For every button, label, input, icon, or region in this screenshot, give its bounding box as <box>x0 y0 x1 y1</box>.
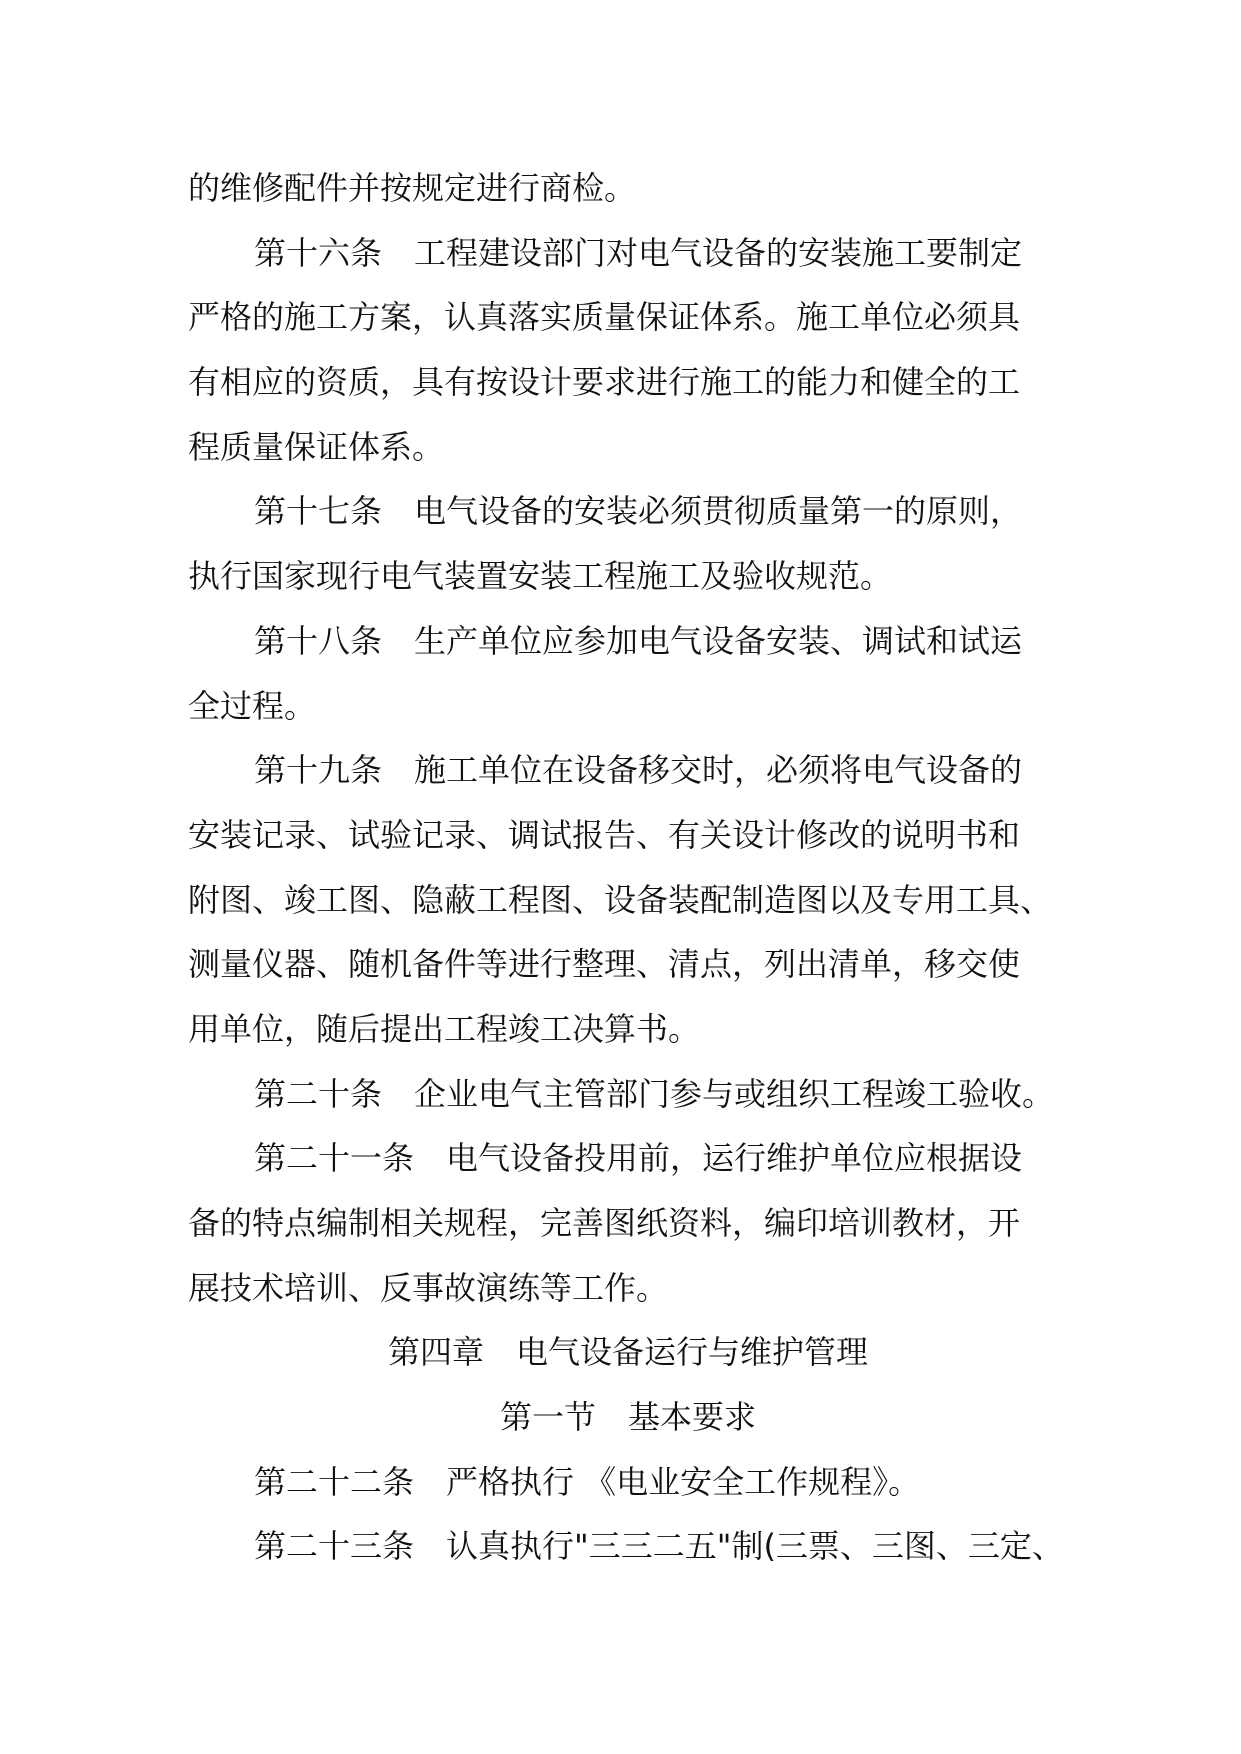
article-23-heading-line: 第二十三条 认真执行"三三二五"制(三票、三图、三定、 <box>254 1527 1064 1566</box>
paragraph-line: 全过程。 <box>188 686 317 725</box>
paragraph-line: 执行国家现行电气装置安装工程施工及验收规范。 <box>188 557 893 596</box>
paragraph-line: 附图、竣工图、隐蔽工程图、设备装配制造图以及专用工具、 <box>188 880 1053 919</box>
article-16-heading-line: 第十六条 工程建设部门对电气设备的安装施工要制定 <box>254 233 1023 272</box>
article-17-heading-line: 第十七条 电气设备的安装必须贯彻质量第一的原则， <box>254 492 1023 531</box>
document-body <box>188 156 1068 1579</box>
paragraph-line: 用单位，随后提出工程竣工决算书。 <box>188 1009 701 1048</box>
paragraph-line: 有相应的资质，具有按设计要求进行施工的能力和健全的工 <box>188 363 1021 402</box>
section-title: 第一节 基本要求 <box>499 1398 756 1437</box>
paragraph-line: 备的特点编制相关规程，完善图纸资料，编印培训教材，开 <box>188 1204 1021 1242</box>
chapter-title: 第四章 电气设备运行与维护管理 <box>387 1333 868 1372</box>
paragraph-line: 的维修配件并按规定进行商检。 <box>188 169 637 207</box>
article-21-heading-line: 第二十一条 电气设备投用前，运行维护单位应根据设 <box>254 1139 1023 1178</box>
paragraph-line: 测量仪器、随机备件等进行整理、清点，列出清单，移交使 <box>188 945 1021 984</box>
article-18-heading-line: 第十八条 生产单位应参加电气设备安装、调试和试运 <box>254 621 1023 660</box>
article-22-heading-line: 第二十二条 严格执行 《电业安全工作规程》。 <box>254 1462 921 1501</box>
paragraph-line: 安装记录、试验记录、调试报告、有关设计修改的说明书和 <box>188 815 1021 854</box>
paragraph-line: 展技术培训、反事故演练等工作。 <box>188 1268 669 1307</box>
paragraph-line: 严格的施工方案，认真落实质量保证体系。施工单位必须具 <box>188 298 1021 337</box>
article-20-heading-line: 第二十条 企业电气主管部门参与或组织工程竣工验收。 <box>254 1074 1055 1113</box>
paragraph-line: 程质量保证体系。 <box>188 427 445 466</box>
article-19-heading-line: 第十九条 施工单位在设备移交时，必须将电气设备的 <box>254 751 1023 790</box>
